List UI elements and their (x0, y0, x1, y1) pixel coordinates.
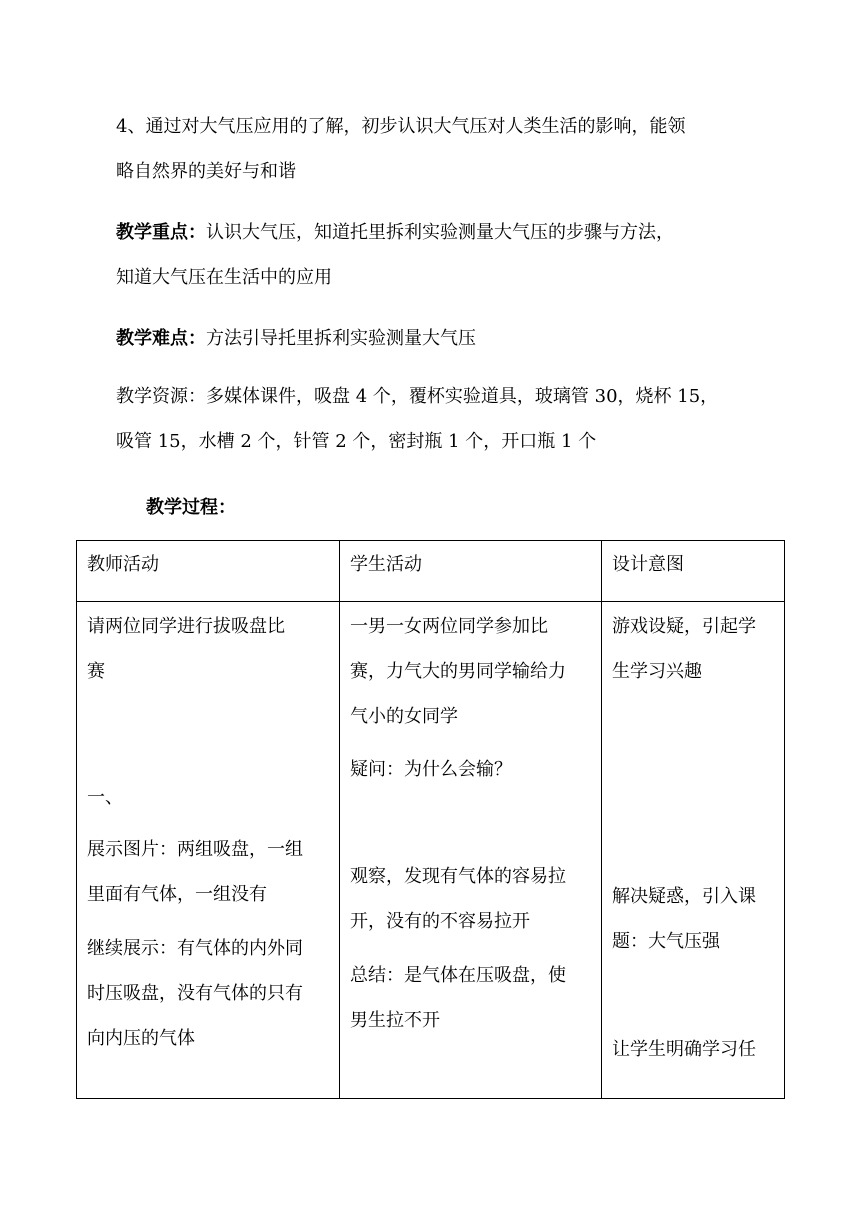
difficulty-text: 方法引导托里拆利实验测量大气压 (206, 328, 476, 349)
key-point-label: 教学重点： (116, 222, 206, 243)
intent-p3-line1: 让学生明确学习任 (612, 1039, 756, 1060)
student-p4-line1: 总结：是气体在压吸盘，使 (350, 965, 566, 986)
intent-p2-line2: 题：大气压强 (612, 931, 720, 952)
process-heading: 教学过程： (146, 497, 236, 518)
header-design-intent: 设计意图 (602, 541, 785, 602)
teacher-p4-line3: 向内压的气体 (87, 1028, 195, 1049)
key-point-paragraph (116, 210, 776, 300)
header-student-activity: 学生活动 (340, 541, 602, 602)
difficulty-label: 教学难点： (116, 328, 206, 349)
teacher-activity-cell (77, 602, 340, 1099)
student-p4-line2: 男生拉不开 (350, 1010, 440, 1031)
design-intent-cell (602, 602, 785, 1099)
resources-line1: 教学资源：多媒体课件，吸盘 4 个，覆杯实验道具，玻璃管 30，烧杯 15， (116, 386, 719, 407)
teacher-p1-line2: 赛 (87, 661, 105, 682)
intent-p1-line1: 游戏设疑，引起学 (612, 616, 756, 637)
student-p2: 疑问：为什么会输？ (350, 759, 512, 780)
table-row (77, 602, 785, 1099)
objective-4-line1: 4、通过对大气压应用的了解，初步认识大气压对人类生活的影响，能领 (116, 116, 686, 137)
intent-p1-line2: 生学习兴趣 (612, 661, 702, 682)
objective-4-line2: 略自然界的美好与和谐 (116, 161, 296, 182)
table-header-row (77, 541, 785, 602)
teacher-p4-line1: 继续展示：有气体的内外同 (87, 938, 303, 959)
teacher-p2: 一、 (87, 787, 123, 808)
header-teacher-activity: 教师活动 (77, 541, 340, 602)
key-point-line1: 认识大气压，知道托里拆利实验测量大气压的步骤与方法， (206, 222, 674, 243)
student-p1-line1: 一男一女两位同学参加比 (350, 616, 548, 637)
objective-4 (116, 104, 776, 194)
lesson-plan-table (76, 540, 785, 1099)
student-p3-line1: 观察，发现有气体的容易拉 (350, 866, 566, 887)
teacher-p3-line2: 里面有气体，一组没有 (87, 884, 267, 905)
key-point-line2: 知道大气压在生活中的应用 (116, 267, 332, 288)
intent-p2-line1: 解决疑惑，引入课 (612, 886, 756, 907)
student-activity-cell (340, 602, 602, 1099)
difficulty-paragraph (116, 316, 776, 361)
teacher-p3-line1: 展示图片：两组吸盘，一组 (87, 839, 303, 860)
resources-line2: 吸管 15，水槽 2 个，针管 2 个，密封瓶 1 个，开口瓶 1 个 (116, 431, 597, 452)
teacher-p1-line1: 请两位同学进行拔吸盘比 (87, 616, 285, 637)
student-p1-line3: 气小的女同学 (350, 706, 458, 727)
student-p1-line2: 赛，力气大的男同学输给力 (350, 661, 566, 682)
resources-paragraph (116, 374, 776, 464)
teacher-p4-line2: 时压吸盘，没有气体的只有 (87, 983, 303, 1004)
student-p3-line2: 开，没有的不容易拉开 (350, 911, 530, 932)
